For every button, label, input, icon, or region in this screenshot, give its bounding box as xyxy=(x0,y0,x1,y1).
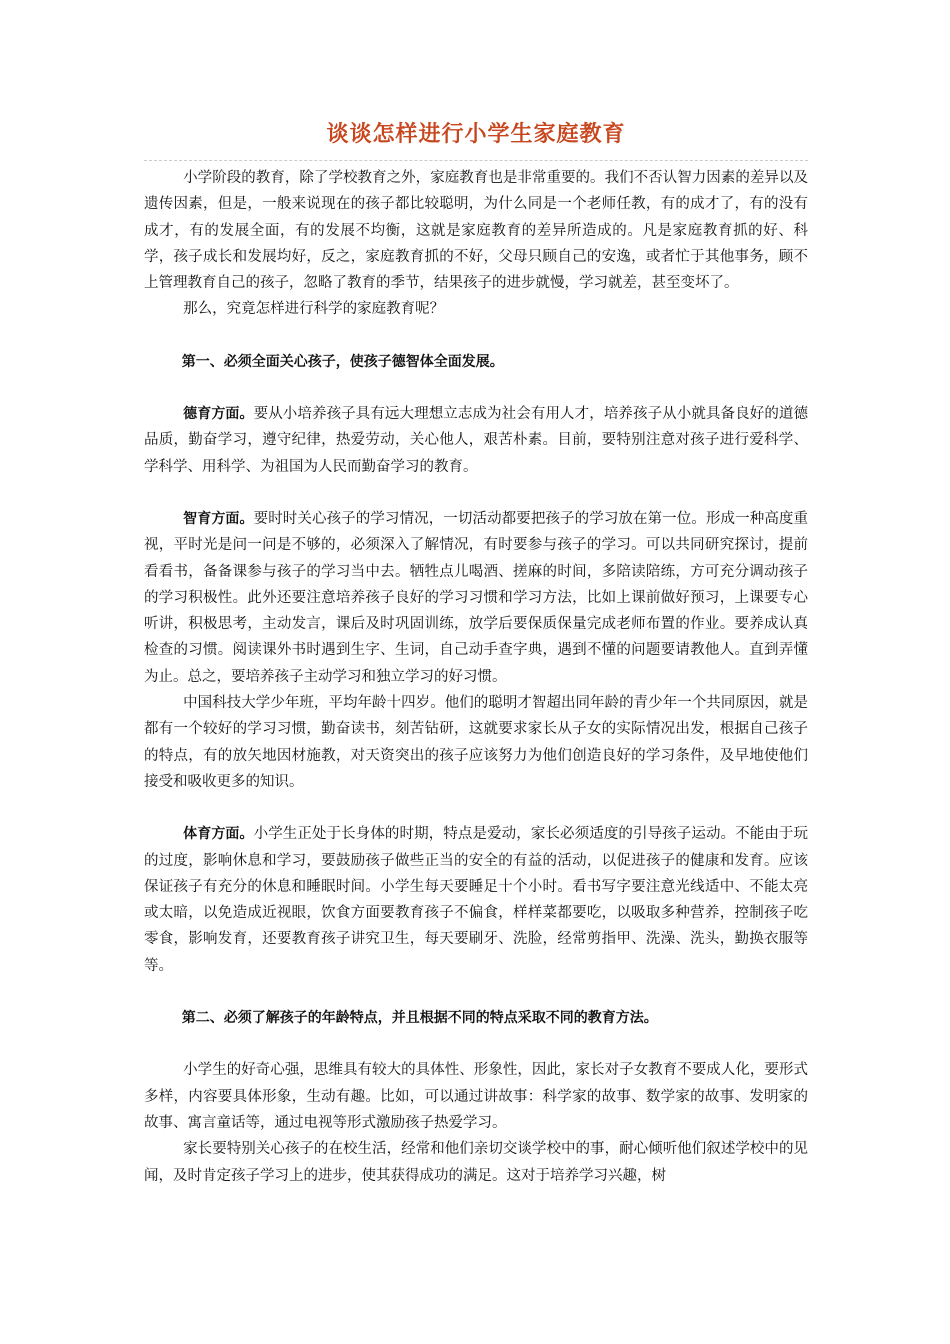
physical-education-paragraph xyxy=(144,821,808,979)
school-life-paragraph: 家长要特别关心孩子的在校生活，经常和他们亲切交谈学校中的事，耐心倾听他们叙述学校中的见闻，及时肯定孩子学习上的进步，使其获得成功的满足。这对于培养学习兴趣，树 xyxy=(144,1141,808,1184)
physical-education-text: 小学生正处于长身体的时期，特点是爱动，家长必须适度的引导孩子运动。不能由于玩的过度，影响休息和学习，要鼓励孩子做些正当的安全的有益的活动，以促进孩子的健康和发育。应该保证孩子有充分的休息和睡眠时间。小学生每天要睡足十个小时。看书写字要注意光线适中、不能太亮或太暗，以免造成近视眼，饮食方面要教育孩子不偏食，样样菜都要吃，以吸取多种营养，控制孩子吃零食，影响发育，还要教育孩子讲究卫生，每天要刷牙、洗脸，经常剪指甲、洗澡、洗头，勤换衣服等等。 xyxy=(144,826,809,974)
intellectual-education-text: 要时时关心孩子的学习情况，一切活动都要把孩子的学习放在第一位。形成一种高度重视，平时光是问一问是不够的，必须深入了解情况，有时要参与孩子的学习。可以共同研究探讨，提前看看书，备备课参与孩子的学习当中去。牺牲点儿喝酒、搓麻的时间，多陪读陪练，方可充分调动孩子的学习积极性。此外还要注意培养孩子良好的学习习惯和学习方法，比如上课前做好预习，上课要专心听讲，积极思考，主动发言，课后及时巩固训练，放学后要保质保量完成老师布置的作业。要养成认真检查的习惯。阅读课外书时遇到生字、生词，自己动手查字典，遇到不懂的问题要请教他人。直到弄懂为止。总之，要培养孩子主动学习和独立学习的好习惯。 xyxy=(144,510,809,685)
ustc-example-paragraph: 中国科技大学少年班，平均年龄十四岁。他们的聪明才智超出同年龄的青少年一个共同原因，就是都有一个较好的学习习惯，勤奋读书，刻苦钻研，这就要求家长从子女的实际情况出发，根据自己孩子的特点，有的放矢地因材施教，对天资突出的孩子应该努力为他们创造良好的学习条件，及早地使他们接受和吸收更多的知识。 xyxy=(144,695,808,790)
document-title: 谈谈怎样进行小学生家庭教育 xyxy=(326,122,626,147)
intellectual-education-paragraph xyxy=(144,506,808,690)
document-page xyxy=(144,118,808,1189)
intellectual-education-lead: 智育方面。 xyxy=(183,510,254,527)
moral-education-text: 要从小培养孩子具有远大理想立志成为社会有用人才，培养孩子从小就具备良好的道德品质，勤奋学习，遵守纪律，热爱劳动，关心他人，艰苦朴素。目前，要特别注意对孩子进行爱科学、学科学、用科学、为祖国为人民而勤奋学习的教育。 xyxy=(144,406,809,475)
curiosity-paragraph: 小学生的好奇心强，思维具有较大的具体性、形象性，因此，家长对子女教育不要成人化，要形式多样，内容要具体形象，生动有趣。比如，可以通过讲故事：科学家的故事、数学家的故事、发明家的故事、寓言童话等，通过电视等形式激励孩子热爱学习。 xyxy=(144,1062,808,1131)
section-heading-1: 第一、必须全面关心孩子，使孩子德智体全面发展。 xyxy=(181,353,504,370)
moral-education-lead: 德育方面。 xyxy=(183,406,254,423)
document-body xyxy=(144,165,808,1189)
question-paragraph: 那么，究竟怎样进行科学的家庭教育呢？ xyxy=(183,301,445,318)
intro-paragraph: 小学阶段的教育，除了学校教育之外，家庭教育也是非常重要的。我们不否认智力因素的差异以及遗传因素，但是，一般来说现在的孩子都比较聪明，为什么同是一个老师任教，有的成才了，有的没有成才，有的发展全面，有的发展不均衡，这就是家庭教育的差异所造成的。凡是家庭教育抓的好、科学，孩子成长和发展均好，反之，家庭教育抓的不好，父母只顾自己的安逸，或者忙于其他事务，顾不上管理教育自己的孩子，忽略了教育的季节，结果孩子的进步就慢，学习就差，甚至变坏了。 xyxy=(144,170,808,292)
moral-education-paragraph xyxy=(144,401,808,480)
section-heading-2: 第二、必须了解孩子的年龄特点，并且根据不同的特点采取不同的教育方法。 xyxy=(181,1010,658,1027)
physical-education-lead: 体育方面。 xyxy=(183,826,254,843)
title-divider xyxy=(144,160,808,161)
